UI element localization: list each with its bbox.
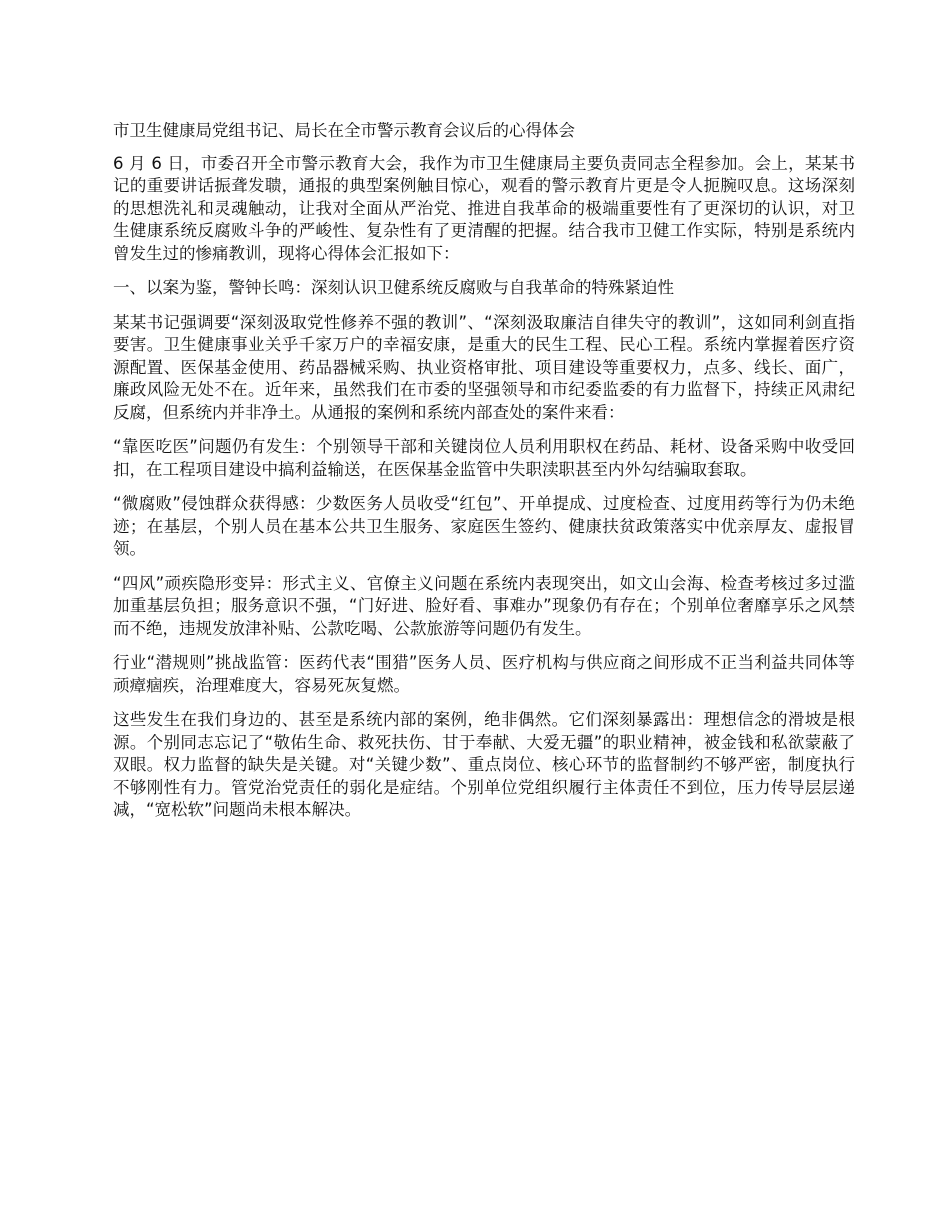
intro-paragraph: 6 月 6 日，市委召开全市警示教育大会，我作为市卫生健康局主要负责同志全程参加。会上，某某书记的重要讲话振聋发聩，通报的典型案例触目惊心，观看的警示教育片更是令人扼腕叹息。这场深刻的思想洗礼和灵魂触动，让我对全面从严治党、推进自我革命的极端重要性有了更深切的认识，对卫生健康系统反腐败斗争的严峻性、复杂性有了更清醒的把握。结合我市卫健工作实际，特别是系统内曾发生过的惨痛教训，现将心得体会汇报如下： <box>113 153 855 263</box>
section-heading-1: 一、以案为鉴，警钟长鸣：深刻认识卫健系统反腐败与自我革命的特殊紧迫性 <box>113 278 674 297</box>
problem-paragraph-unwritten-rules: 行业“潜规则”挑战监管：医药代表“围猎”医务人员、医疗机构与供应商之间形成不正当利益共同体等顽瘴痼疾，治理难度大，容易死灰复燃。 <box>113 653 855 695</box>
section-1-intro-paragraph: 某某书记强调要“深刻汲取党性修养不强的教训”、“深刻汲取廉洁自律失守的教训”，这如同利剑直指要害。卫生健康事业关乎千家万户的幸福安康，是重大的民生工程、民心工程。系统内掌握着医疗资源配置、医保基金使用、药品器械采购、执业资格审批、项目建设等重要权力，点多、线长、面广，廉政风险无处不在。近年来，虽然我们在市委的坚强领导和市纪委监委的有力监督下，持续正风肃纪反腐，但系统内并非净土。从通报的案例和系统内部查处的案件来看： <box>113 312 855 422</box>
document-page <box>113 120 855 834</box>
conclusion-paragraph: 这些发生在我们身边的、甚至是系统内部的案例，绝非偶然。它们深刻暴露出：理想信念的滑坡是根源。个别同志忘记了“敬佑生命、救死扶伤、甘于奉献、大爱无疆”的职业精神，被金钱和私欲蒙蔽了双眼。权力监督的缺失是关键。对“关键少数”、重点岗位、核心环节的监督制约不够严密，制度执行不够刚性有力。管党治党责任的弱化是症结。个别单位党组织履行主体责任不到位，压力传导层层递减，“宽松软”问题尚未根本解决。 <box>113 710 855 819</box>
document-title: 市卫生健康局党组书记、局长在全市警示教育会议后的心得体会 <box>113 121 575 140</box>
problem-paragraph-medical-corruption: “靠医吃医”问题仍有发生：个别领导干部和关键岗位人员利用职权在药品、耗材、设备采购中收受回扣，在工程项目建设中搞利益输送，在医保基金监管中失职渎职甚至内外勾结骗取套取。 <box>113 437 855 479</box>
problem-paragraph-four-winds: “四风”顽疾隐形变异：形式主义、官僚主义问题在系统内表现突出，如文山会海、检查考核过多过滥加重基层负担；服务意识不强，“门好进、脸好看、事难办”现象仍有存在；个别单位奢靡享乐之风禁而不绝，违规发放津补贴、公款吃喝、公款旅游等问题仍有发生。 <box>113 573 855 638</box>
problem-paragraph-micro-corruption: “微腐败”侵蚀群众获得感：少数医务人员收受“红包”、开单提成、过度检查、过度用药等行为仍未绝迹；在基层，个别人员在基本公共卫生服务、家庭医生签约、健康扶贫政策落实中优亲厚友、虚报冒领。 <box>113 494 855 558</box>
